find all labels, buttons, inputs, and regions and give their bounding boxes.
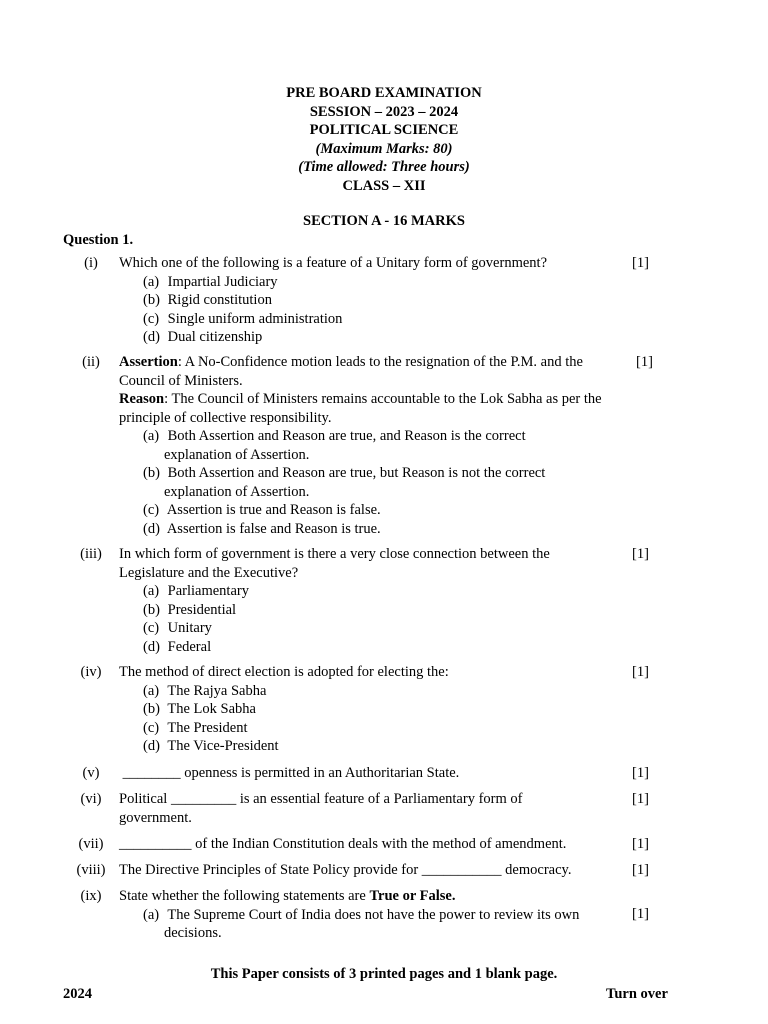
option: [119, 719, 599, 738]
assertion-label: Assertion: [119, 354, 178, 370]
option: [119, 601, 589, 620]
footer-year: 2024: [63, 986, 92, 1002]
option-text: The Supreme Court of India does not have the power to review its own decisions.: [164, 906, 580, 941]
option-label: (d): [143, 329, 160, 345]
option-label: (a): [143, 273, 160, 290]
question-text-bold: True or False.: [369, 888, 456, 904]
option: [119, 619, 589, 638]
option-label: (c): [143, 620, 160, 636]
option: [119, 582, 589, 601]
item-number: (ix): [80, 888, 102, 904]
option: [119, 737, 599, 756]
question-body: [119, 545, 589, 656]
question-body: [119, 254, 606, 347]
option: [119, 273, 606, 292]
option-text: The President: [167, 719, 248, 736]
item-number: (iii): [80, 546, 102, 562]
exam-title: PRE BOARD EXAMINATION: [286, 85, 482, 101]
option-label: (b): [143, 465, 160, 481]
footer-note: This Paper consists of 3 printed pages and 1 blank page.: [210, 966, 558, 982]
item-number: (vii): [78, 836, 104, 852]
item-number: (v): [82, 765, 100, 781]
marks: [1]: [632, 862, 649, 878]
turn-over: Turn over: [606, 986, 668, 1002]
option: [119, 682, 599, 701]
option-label: (c): [143, 310, 160, 327]
option-label: (a): [143, 428, 160, 444]
marks: [1]: [632, 791, 649, 807]
reason-text: : The Council of Ministers remains accountable to the Lok Sabha as per the principle of collective responsibility.: [119, 391, 602, 426]
time-allowed: (Time allowed: Three hours): [298, 159, 470, 175]
marks: [1]: [632, 906, 649, 922]
question-text: Political _________ is an essential feature of a Parliamentary form of government.: [119, 791, 523, 826]
option-label: (d): [143, 738, 160, 754]
marks: [1]: [636, 354, 653, 370]
option-label: (a): [143, 583, 160, 599]
option: [119, 464, 594, 501]
question-text: In which form of government is there a very close connection between the Legislature and the Executive?: [119, 546, 550, 581]
marks: [1]: [632, 765, 649, 781]
option: [119, 291, 606, 310]
assertion-text: : A No-Confidence motion leads to the resignation of the P.M. and the Council of Ministers.: [119, 354, 583, 389]
option: [119, 520, 609, 539]
option-text: Assertion is false and Reason is true.: [166, 520, 381, 537]
option-text: Dual citizenship: [167, 329, 263, 345]
question-text-main: State whether the following statements are: [119, 888, 370, 904]
option-label: (d): [143, 520, 160, 537]
question-text: Which one of the following is a feature of a Unitary form of government?: [119, 255, 548, 271]
reason-label: Reason: [119, 391, 165, 407]
question-body: [119, 663, 599, 756]
question-text: ________ openness is permitted in an Authoritarian State.: [119, 765, 460, 781]
question-text: __________ of the Indian Constitution deals with the method of amendment.: [119, 836, 567, 852]
exam-header: [0, 84, 768, 195]
item-number: (i): [84, 255, 98, 271]
option-label: (a): [143, 682, 160, 699]
option: [119, 700, 599, 719]
option: [119, 328, 606, 347]
marks: [1]: [632, 836, 649, 852]
class-name: CLASS – XII: [342, 177, 426, 194]
question-body: [119, 353, 609, 538]
option-label: (c): [143, 502, 160, 518]
option: [119, 427, 594, 464]
section-title: SECTION A - 16 MARKS: [303, 213, 465, 229]
option-text: Unitary: [167, 620, 212, 636]
option-text: Both Assertion and Reason are true, and Reason is the correct explanation of Assertion.: [164, 428, 526, 463]
option: [119, 501, 609, 520]
option-text: Federal: [167, 638, 212, 655]
option-label: (b): [143, 292, 160, 308]
option-text: The Rajya Sabha: [167, 682, 267, 699]
marks: [1]: [632, 546, 649, 562]
assertion: [119, 353, 609, 390]
item-number: (iv): [80, 664, 102, 680]
option-text: Assertion is true and Reason is false.: [166, 502, 381, 518]
reason: [119, 390, 609, 427]
option: [119, 906, 599, 943]
maximum-marks: (Maximum Marks: 80): [315, 140, 453, 157]
option-text: Parliamentary: [167, 583, 249, 599]
marks: [1]: [632, 255, 649, 271]
marks: [1]: [632, 664, 649, 680]
option-label: (c): [143, 719, 160, 736]
item-number: (vi): [80, 791, 102, 807]
item-number: (viii): [76, 862, 106, 878]
option: [119, 638, 589, 657]
option-text: Single uniform administration: [167, 310, 343, 327]
option-label: (b): [143, 701, 160, 717]
subject: POLITICAL SCIENCE: [309, 122, 459, 138]
option-label: (b): [143, 601, 160, 618]
option: [119, 310, 606, 329]
question-text: [119, 887, 599, 906]
option-text: Presidential: [167, 601, 237, 618]
item-number: (ii): [82, 354, 100, 370]
question-title: Question 1.: [63, 232, 134, 248]
option-label: (d): [143, 638, 160, 655]
question-text: The method of direct election is adopted for electing the:: [119, 664, 449, 680]
option-label: (a): [143, 906, 160, 923]
option-text: The Vice-President: [167, 738, 279, 754]
option-text: Both Assertion and Reason are true, but Reason is not the correct explanation of Assertion.: [164, 465, 546, 500]
session: SESSION – 2023 – 2024: [309, 103, 459, 120]
question-text: The Directive Principles of State Policy provide for ___________ democracy.: [119, 862, 572, 878]
option-text: The Lok Sabha: [167, 701, 256, 717]
option-text: Rigid constitution: [167, 292, 272, 308]
question-body: [119, 887, 599, 943]
option-text: Impartial Judiciary: [167, 273, 278, 290]
